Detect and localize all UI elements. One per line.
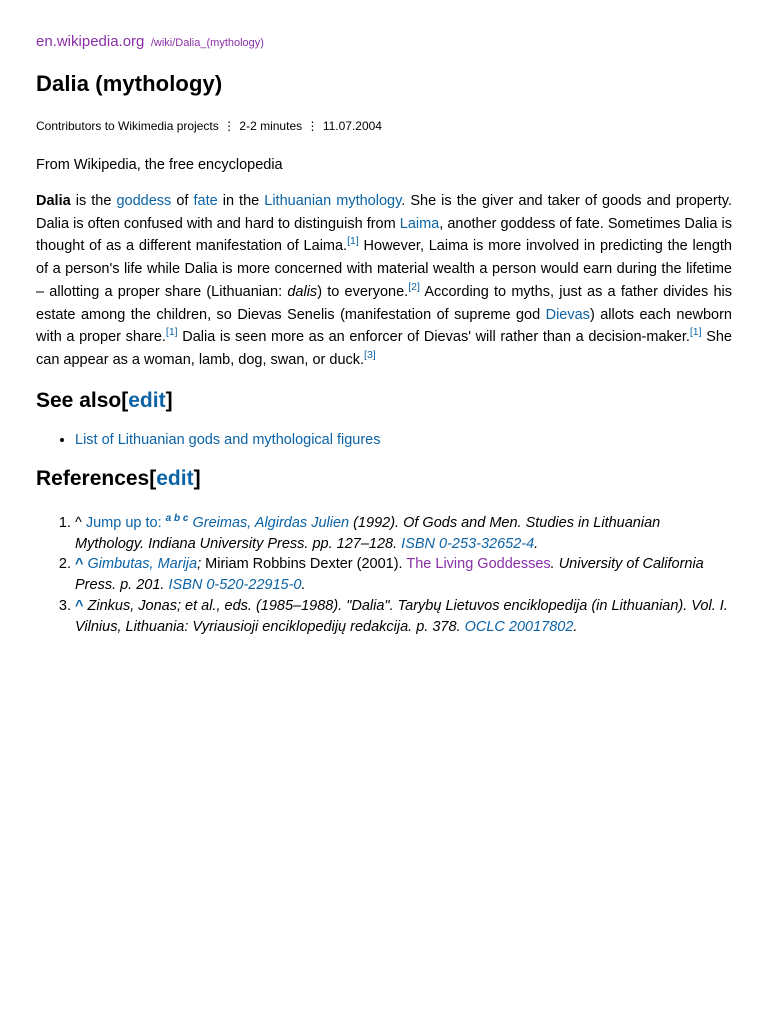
read-time: 2-2 minutes [239,119,303,133]
references-list [36,513,732,637]
byline-separator: ⋮ [223,119,236,133]
citation-text: . [534,535,539,552]
reference-item [75,513,732,554]
book-link[interactable]: The Living Goddesses [406,556,551,573]
see-also-list [36,430,381,450]
list-item [75,430,381,450]
text-run: According to myths, just as a father divides his estate among the children, so Dievas Senelis (manifestation of supreme god [36,283,732,323]
reference-item [75,554,732,595]
citation-1[interactable]: [1] [347,235,359,248]
bracket: ] [193,467,201,490]
citation-2[interactable]: [2] [408,280,420,293]
byline-separator: ⋮ [306,119,319,133]
citation-text: Zinkus, Jonas; et al., eds. (1985–1988). "Dalia". Tarybų Lietuvos enciklopedija (in Lithuanian). Vol. I. Vilnius, Lithuania: Vyriausioji enciklopedijų redakcija. p. 378. [75,597,728,635]
bracket: [ [149,467,157,490]
caret: ^ [75,515,86,531]
text-run: However, Laima is more involved in predicting the length of a person's life while Dalia is more concerned with material wealth a person would earn during the lifetime – allotting a proper share (Lithuanian: [36,238,732,300]
text-run: ) to everyone. [317,283,409,300]
page-path: /wiki/Dalia_(mythology) [150,37,264,49]
isbn-link[interactable]: ISBN 0-253-32652-4 [401,535,535,552]
reference-item [75,596,732,637]
citation-text: . [573,618,578,635]
text-run: of [171,193,194,209]
italic-term: dalis [287,283,318,300]
link-laima[interactable]: Laima [399,215,440,232]
citation-text: (1992). Of Gods and Men. Studies in Lithuanian Mythology. Indiana University Press. pp. 127–128. [75,515,661,552]
text-run: is the [70,193,117,209]
citation-text: Miriam Robbins Dexter (2001). [205,556,407,573]
page-title: Dalia (mythology) [36,71,223,96]
oclc-link[interactable]: OCLC 20017802 [464,618,574,635]
citation-text: . [301,577,306,594]
site-domain-link[interactable]: en.wikipedia.org [36,33,145,50]
citation-1[interactable]: [1] [689,326,702,339]
backlink-a[interactable]: a [165,513,172,524]
link-fate[interactable]: fate [193,193,218,209]
author-link[interactable]: Gimbutas, Marija [87,556,198,573]
publish-date: 11.07.2004 [322,119,382,133]
backlink-c[interactable]: c [182,513,189,524]
edit-references-link[interactable]: edit [156,467,194,490]
heading-text: See also [36,389,122,412]
citation-1[interactable]: [1] [165,326,178,339]
link-lithuanian-gods-list[interactable]: List of Lithuanian gods and mythological figures [75,432,381,448]
see-also-heading [36,389,173,413]
bracket: [ [121,389,129,412]
link-dievas[interactable]: Dievas [545,306,590,323]
text-run: She can appear as a woman, lamb, dog, swan, or duck. [36,329,732,368]
author-link[interactable]: Greimas, Algirdas Julien [192,515,350,531]
text-run: in the [217,193,265,209]
backlink-b[interactable]: b [173,513,181,524]
byline [36,119,382,133]
text-run: Dalia is seen more as an enforcer of Dievas' will rather than a decision-maker. [177,329,690,346]
contributors-text: Contributors to Wikimedia projects [36,119,219,133]
heading-text: References [36,467,150,490]
citation-text: ; [197,556,206,573]
text-run: , another goddess of fate. Sometimes Dalia is thought of as a different manifestation of Laima. [36,215,732,255]
article-paragraph [36,190,732,372]
text-run: . She is the giver and taker of goods and property. Dalia is often confused with and hard to distinguish from [36,193,732,232]
citation-text: . University of California Press. p. 201. [75,556,704,594]
references-heading [36,467,201,491]
citation-3[interactable]: [3] [364,348,376,361]
isbn-link[interactable]: ISBN 0-520-22915-0 [168,577,302,594]
link-goddess[interactable]: goddess [116,193,172,209]
text-run: ) allots each newborn with a proper share. [36,306,733,346]
source-url [36,33,264,51]
bracket: ] [165,389,173,412]
caret-backlink[interactable]: ^ [75,556,84,573]
jump-up-link[interactable]: Jump up to: [85,515,162,531]
edit-see-also-link[interactable]: edit [128,389,166,412]
caret-backlink[interactable]: ^ [75,597,84,614]
link-lithuanian-mythology[interactable]: Lithuanian mythology [264,193,402,209]
subject-bold: Dalia [36,193,71,209]
tagline: From Wikipedia, the free encyclopedia [36,157,283,173]
